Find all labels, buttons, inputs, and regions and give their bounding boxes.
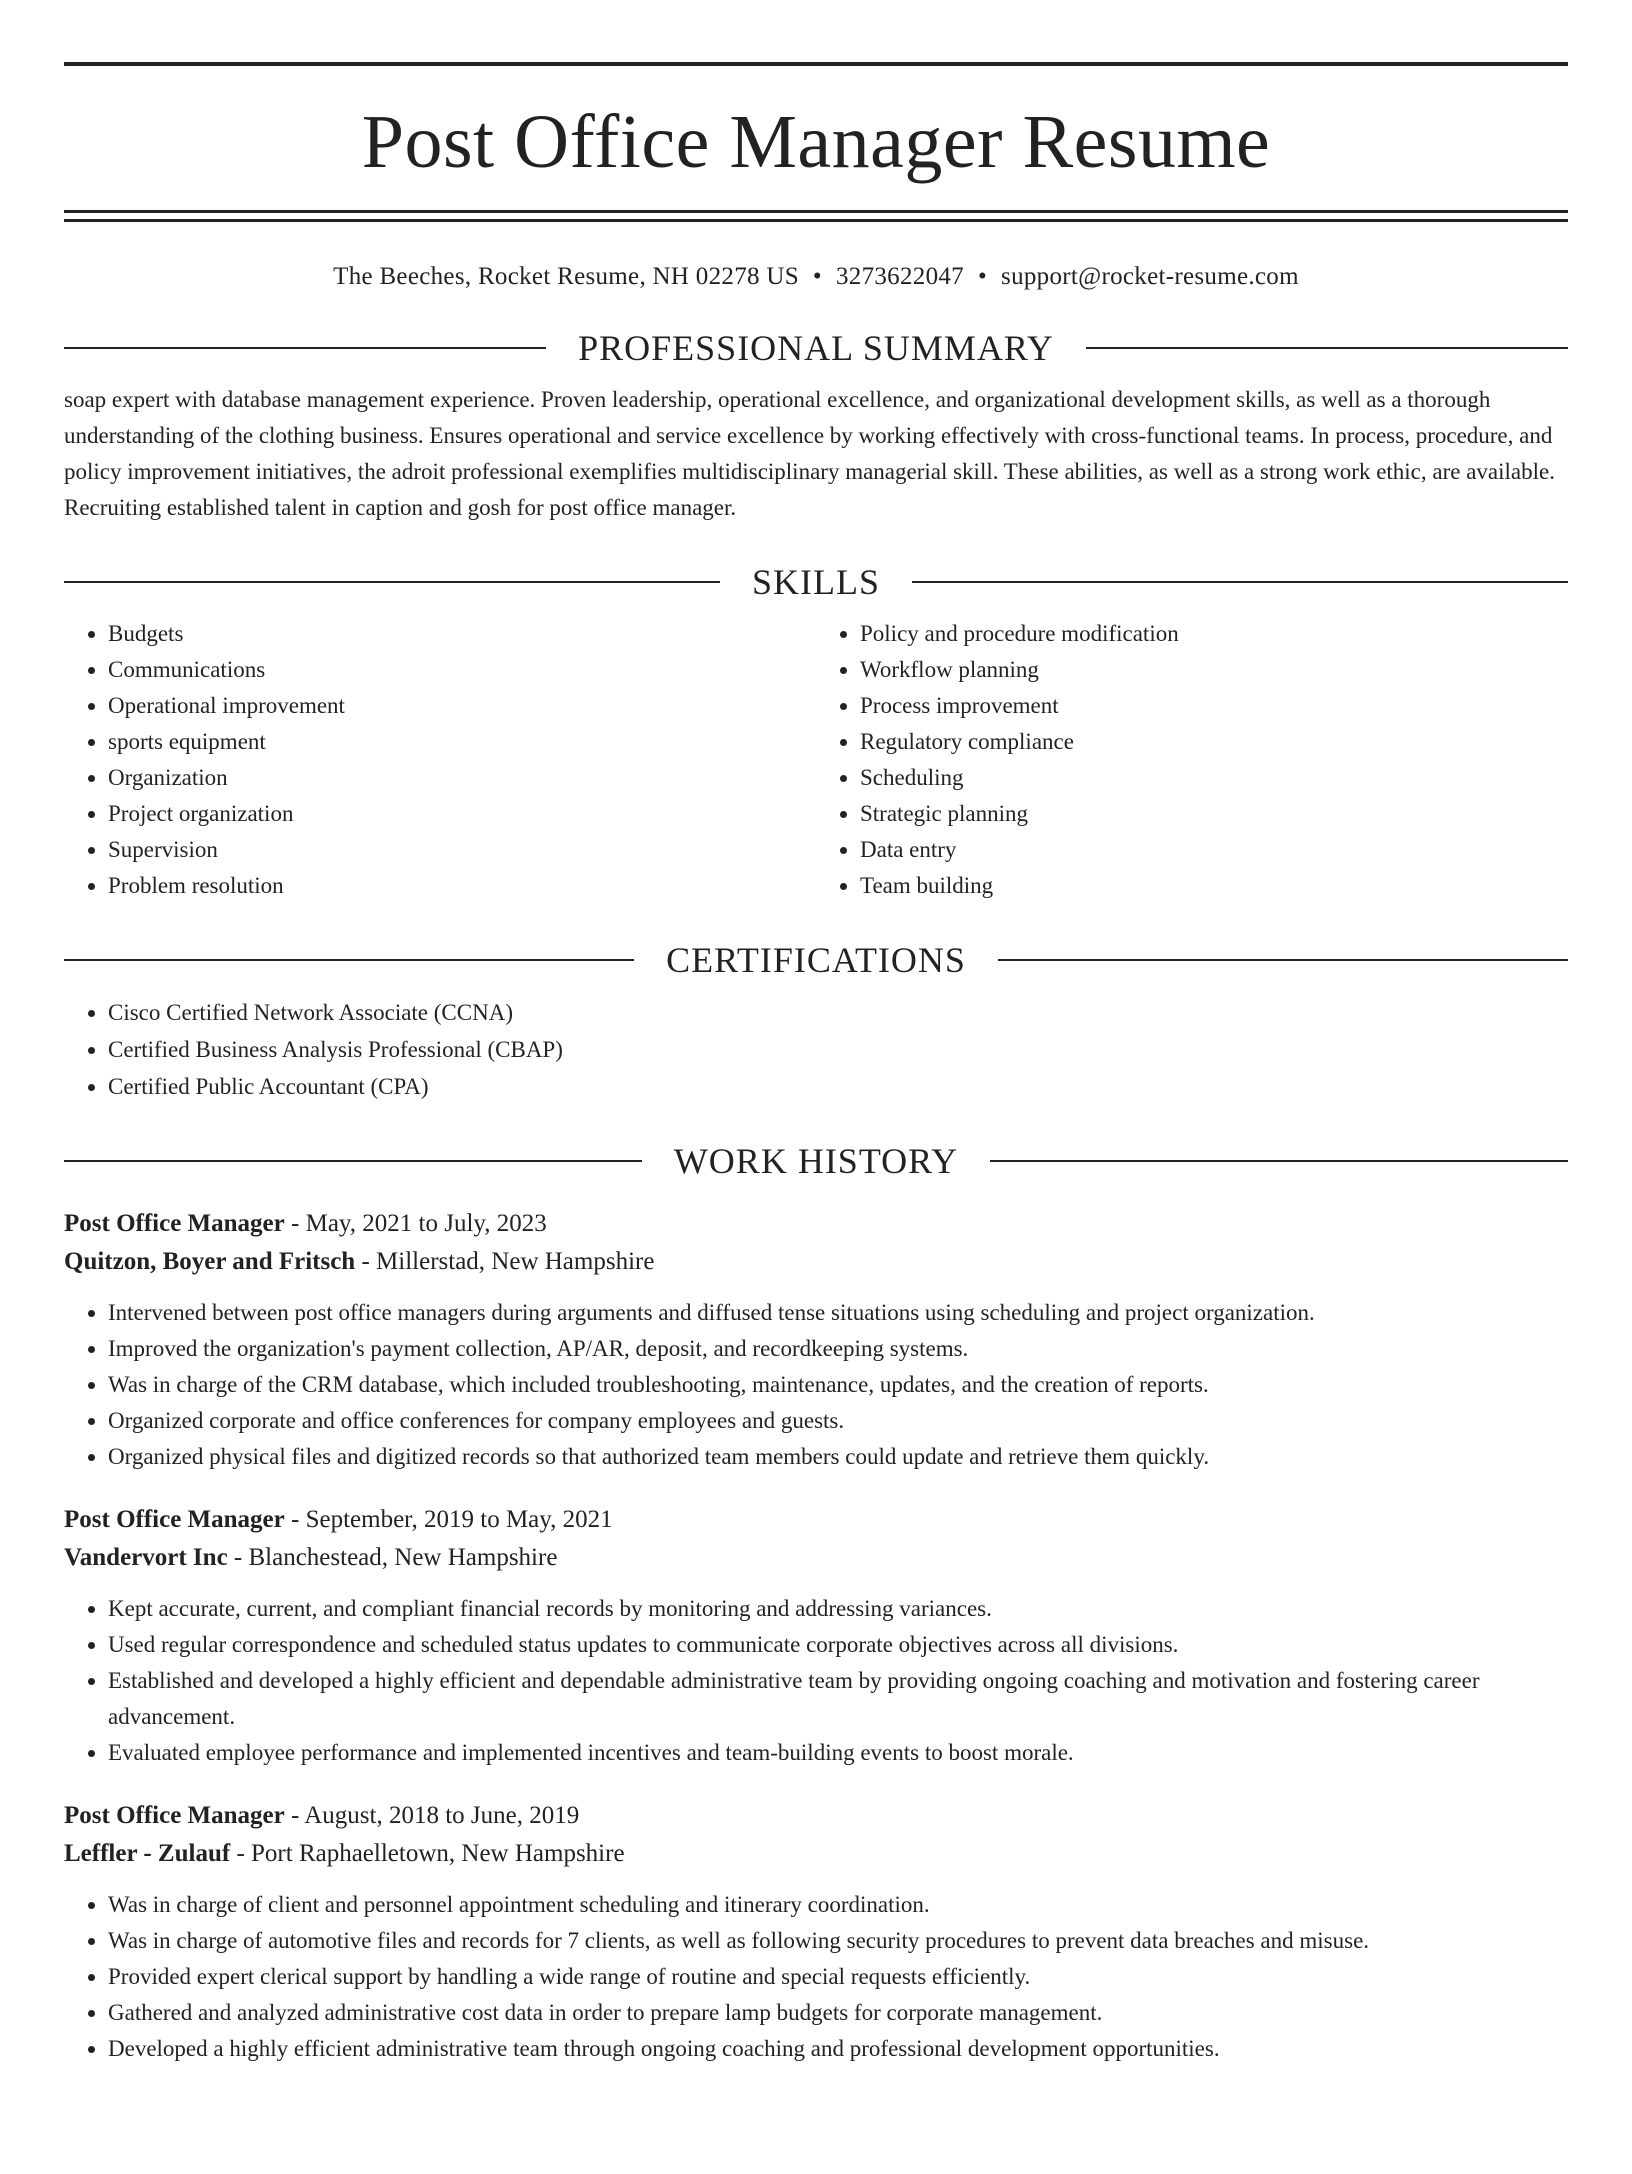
- resume-title: Post Office Manager Resume: [361, 100, 1271, 184]
- certification-item: • Certified Business Analysis Professional (CBAP): [108, 1031, 1568, 1068]
- summary-heading-row: [64, 328, 1568, 368]
- skill-item: • Organization: [108, 760, 816, 796]
- contact-email: support@rocket-resume.com: [1001, 263, 1299, 290]
- job-company: Leffler - Zulauf: [64, 1840, 231, 1867]
- job-title-line: [64, 1205, 1568, 1243]
- job-company-line: [64, 1539, 1568, 1577]
- contact-address: The Beeches, Rocket Resume, NH 02278 US: [333, 263, 799, 290]
- job-bullet: • Evaluated employee performance and implemented incentives and team-building events to boost morale.: [108, 1735, 1568, 1771]
- job-entry: [64, 1797, 1568, 2067]
- contact-phone: 3273622047: [835, 263, 964, 290]
- certification-item: • Certified Public Accountant (CPA): [108, 1068, 1568, 1105]
- job-bullet: • Provided expert clerical support by handling a wide range of routine and special requests efficiently.: [108, 1959, 1568, 1995]
- skills-list-right: [816, 616, 1568, 904]
- divider-line: [1086, 347, 1568, 349]
- certifications-list: [64, 994, 1568, 1105]
- job-title: Post Office Manager: [64, 1210, 285, 1237]
- job-entry: [64, 1501, 1568, 1771]
- job-bullet: • Used regular correspondence and scheduled status updates to communicate corporate objectives across all divisions.: [108, 1627, 1568, 1663]
- resume-page: [0, 62, 1632, 2174]
- job-dates: - May, 2021 to July, 2023: [284, 1210, 547, 1237]
- job-bullets: [64, 1591, 1568, 1771]
- skill-item: • Process improvement: [860, 688, 1568, 724]
- skill-item: • Workflow planning: [860, 652, 1568, 688]
- work-history-heading: WORK HISTORY: [673, 1141, 959, 1181]
- skill-item: • Data entry: [860, 832, 1568, 868]
- job-company: Vandervort Inc: [64, 1544, 228, 1571]
- job-location: - Port Raphaelletown, New Hampshire: [230, 1840, 625, 1867]
- skills-list-left: [64, 616, 816, 904]
- job-company-line: [64, 1835, 1568, 1873]
- skill-item: • Problem resolution: [108, 868, 816, 904]
- job-company: Quitzon, Boyer and Fritsch: [64, 1248, 356, 1275]
- job-title: Post Office Manager: [64, 1506, 285, 1533]
- work-history-heading-row: [64, 1141, 1568, 1181]
- contact-separator: •: [977, 263, 988, 290]
- job-bullet: • Organized physical files and digitized records so that authorized team members could update and retrieve them quickly.: [108, 1439, 1568, 1475]
- top-rule: [64, 62, 1568, 66]
- job-dates: - September, 2019 to May, 2021: [284, 1506, 613, 1533]
- job-bullet: • Was in charge of the CRM database, which included troubleshooting, maintenance, updates, and the creation of reports.: [108, 1367, 1568, 1403]
- skills-columns: [64, 616, 1568, 904]
- certification-item: • Cisco Certified Network Associate (CCNA): [108, 994, 1568, 1031]
- job-bullet: • Gathered and analyzed administrative cost data in order to prepare lamp budgets for corporate management.: [108, 1995, 1568, 2031]
- job-bullet: • Was in charge of automotive files and records for 7 clients, as well as following security procedures to prevent data breaches and misuse.: [108, 1923, 1568, 1959]
- job-title-line: [64, 1797, 1568, 1835]
- skill-item: • Team building: [860, 868, 1568, 904]
- skills-heading-row: [64, 562, 1568, 602]
- divider-line: [998, 959, 1568, 961]
- skill-item: • Strategic planning: [860, 796, 1568, 832]
- job-bullet: • Organized corporate and office conferences for company employees and guests.: [108, 1403, 1568, 1439]
- divider-line: [64, 1160, 642, 1162]
- divider-line: [990, 1160, 1568, 1162]
- skills-heading: SKILLS: [752, 562, 881, 602]
- job-dates: - August, 2018 to June, 2019: [284, 1802, 580, 1829]
- job-location: - Blanchestead, New Hampshire: [227, 1544, 558, 1571]
- job-bullet: • Was in charge of client and personnel appointment scheduling and itinerary coordination.: [108, 1887, 1568, 1923]
- divider-line: [64, 581, 720, 583]
- job-bullet: • Developed a highly efficient administrative team through ongoing coaching and professional development opportunities.: [108, 2031, 1568, 2067]
- skill-item: • Budgets: [108, 616, 816, 652]
- job-bullet: • Established and developed a highly efficient and dependable administrative team by providing ongoing coaching and motivation and fostering career advancement.: [108, 1663, 1568, 1735]
- skill-item: • Communications: [108, 652, 816, 688]
- skill-item: • Supervision: [108, 832, 816, 868]
- job-bullets: [64, 1887, 1568, 2067]
- job-bullet: • Intervened between post office managers during arguments and diffused tense situations using scheduling and project organization.: [108, 1295, 1568, 1331]
- certifications-heading: CERTIFICATIONS: [666, 940, 966, 980]
- job-bullet: • Kept accurate, current, and compliant financial records by monitoring and addressing variances.: [108, 1591, 1568, 1627]
- divider-line: [64, 959, 634, 961]
- title-rule-upper: [64, 210, 1568, 213]
- job-entry: [64, 1205, 1568, 1475]
- title-rule-lower: [64, 219, 1568, 222]
- job-title: Post Office Manager: [64, 1802, 285, 1829]
- job-title-line: [64, 1501, 1568, 1539]
- skill-item: • Project organization: [108, 796, 816, 832]
- skill-item: • Regulatory compliance: [860, 724, 1568, 760]
- skill-item: • Operational improvement: [108, 688, 816, 724]
- job-bullet: • Improved the organization's payment collection, AP/AR, deposit, and recordkeeping systems.: [108, 1331, 1568, 1367]
- contact-separator: •: [812, 263, 822, 290]
- summary-text: soap expert with database management experience. Proven leadership, operational excellence, and organizational development skills, as well as a thorough understanding of the clothing business. Ensures operational and service excellence by working effectively with cross-functional teams. In process, procedure, and policy improvement initiatives, the adroit professional exemplifies multidisciplinary managerial skill. These abilities, as well as a strong work ethic, are available. Recruiting established talent in caption and gosh for post office manager.: [64, 387, 1555, 520]
- divider-line: [64, 347, 546, 349]
- job-bullets: [64, 1295, 1568, 1475]
- contact-line: [64, 262, 1568, 292]
- skill-item: • Scheduling: [860, 760, 1568, 796]
- job-location: - Millerstad, New Hampshire: [355, 1248, 655, 1275]
- skill-item: • Policy and procedure modification: [860, 616, 1568, 652]
- job-company-line: [64, 1243, 1568, 1281]
- skill-item: • sports equipment: [108, 724, 816, 760]
- divider-line: [912, 581, 1568, 583]
- summary-heading: PROFESSIONAL SUMMARY: [578, 328, 1054, 368]
- certifications-heading-row: [64, 940, 1568, 980]
